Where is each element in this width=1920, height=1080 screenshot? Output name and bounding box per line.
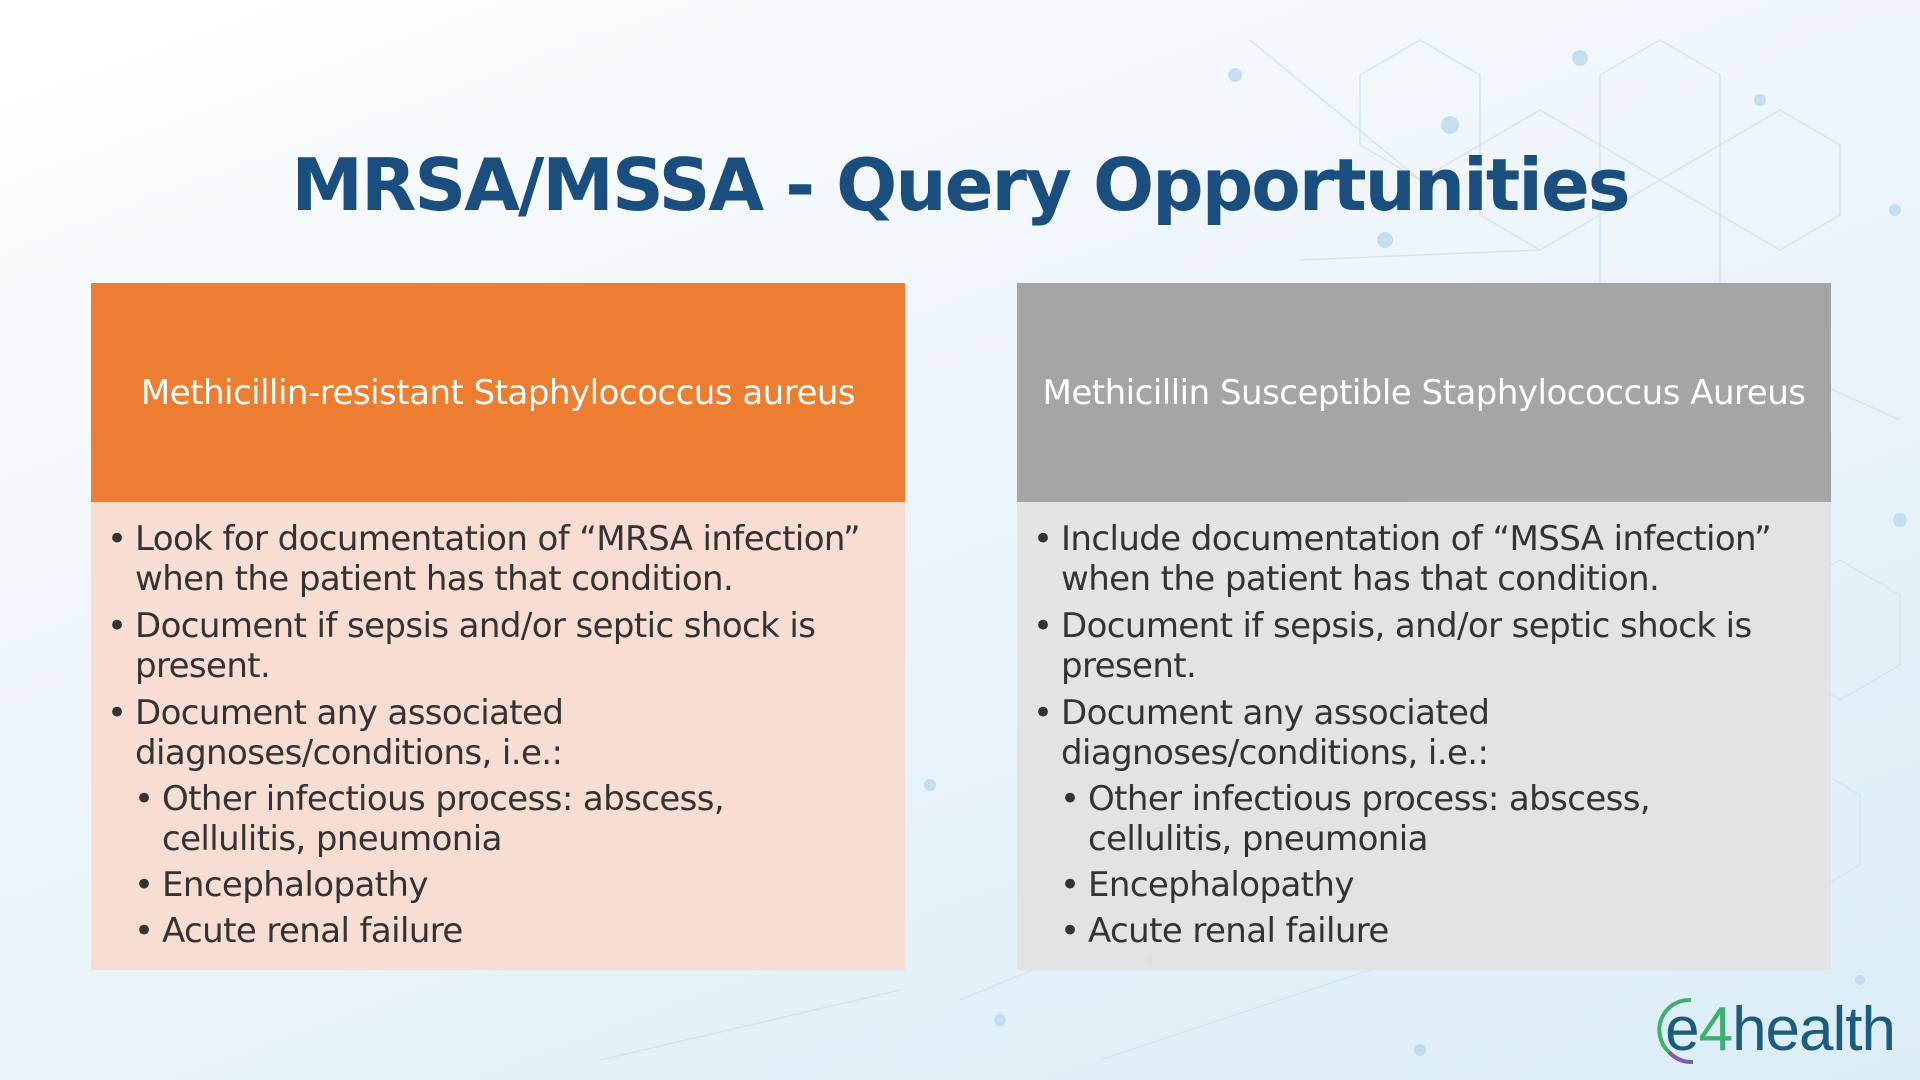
sub-list-item: • Other infectious process: abscess, cellulitis, pneumonia: [1033, 779, 1801, 859]
mssa-panel-header: Methicillin Susceptible Staphylococcus Aureus: [1017, 283, 1831, 502]
mrsa-panel-body: [91, 502, 905, 970]
mssa-bullet-list: [1033, 519, 1801, 951]
mssa-panel: [1017, 283, 1831, 970]
mrsa-panel: [91, 283, 905, 970]
list-item: • Document any associated diagnoses/conditions, i.e.:: [1033, 693, 1801, 773]
mrsa-panel-header: Methicillin-resistant Staphylococcus aureus: [91, 283, 905, 502]
slide-title: MRSA/MSSA - Query Opportunities: [291, 143, 1629, 227]
logo-arc-icon: [1651, 990, 1721, 1070]
list-item: • Document if sepsis and/or septic shock is present.: [107, 606, 875, 686]
list-item: • Document any associated diagnoses/conditions, i.e.:: [107, 693, 875, 773]
list-item: • Document if sepsis, and/or septic shock is present.: [1033, 606, 1801, 686]
logo-suffix: health: [1732, 995, 1895, 1064]
logo-number: 4: [1698, 995, 1733, 1064]
sub-list-item: • Other infectious process: abscess, cellulitis, pneumonia: [107, 779, 875, 859]
list-item: • Look for documentation of “MRSA infection” when the patient has that condition.: [107, 519, 875, 599]
logo-prefix: e: [1665, 995, 1699, 1064]
mssa-panel-body: [1017, 502, 1831, 970]
mrsa-bullet-list: [107, 519, 875, 951]
sub-list-item: • Encephalopathy: [1033, 865, 1801, 905]
e4health-logo: [1665, 994, 1895, 1065]
sub-list-item: • Acute renal failure: [1033, 911, 1801, 951]
sub-list-item: • Acute renal failure: [107, 911, 875, 951]
sub-list-item: • Encephalopathy: [107, 865, 875, 905]
list-item: • Include documentation of “MSSA infection” when the patient has that condition.: [1033, 519, 1801, 599]
